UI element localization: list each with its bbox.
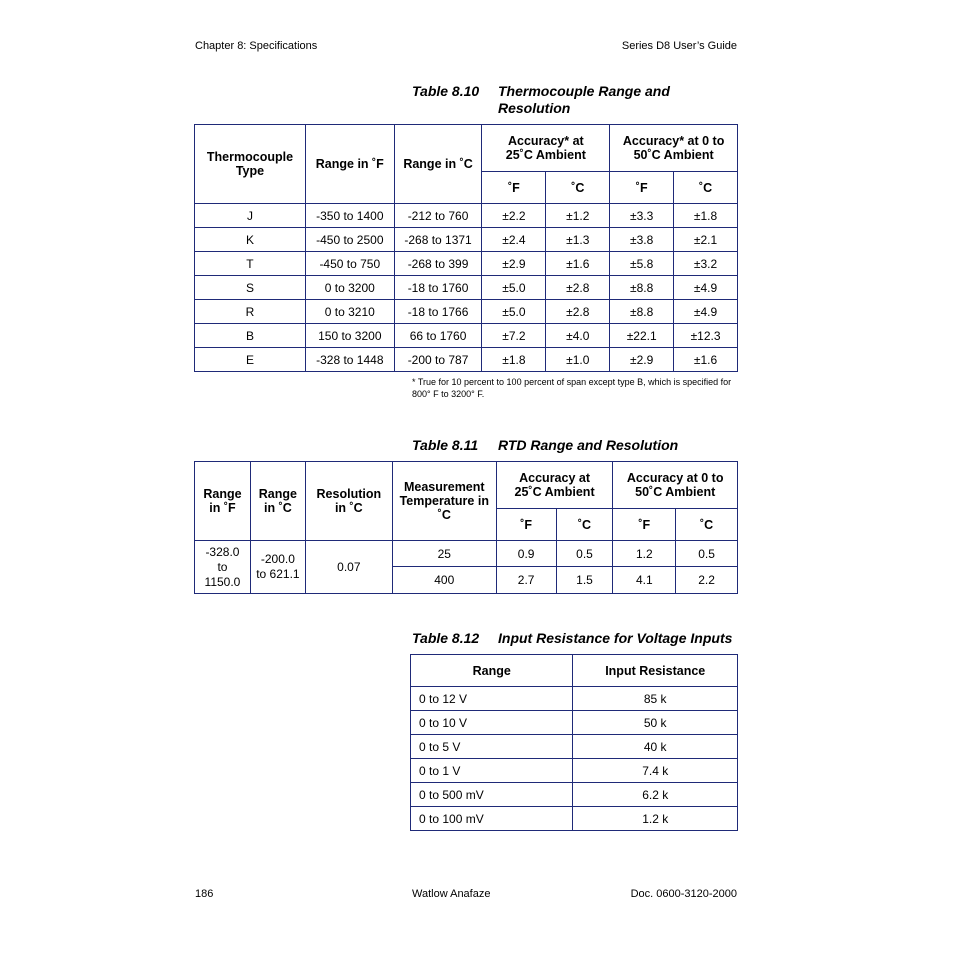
col-header-f: ˚F bbox=[482, 172, 546, 204]
col-header-f: ˚F bbox=[613, 509, 676, 541]
table-row bbox=[411, 711, 738, 735]
table-row bbox=[195, 324, 738, 348]
cell: 0.5 bbox=[556, 541, 613, 567]
cell: 4.1 bbox=[613, 567, 676, 594]
col-header-range: Range bbox=[411, 655, 573, 687]
cell: ±2.8 bbox=[546, 276, 610, 300]
cell: -18 to 1766 bbox=[394, 300, 482, 324]
col-header-range-f: Range in ˚F bbox=[195, 462, 251, 541]
cell: -268 to 399 bbox=[394, 252, 482, 276]
col-header-range-f: Range in ˚F bbox=[305, 125, 394, 204]
table-row bbox=[195, 252, 738, 276]
cell: 66 to 1760 bbox=[394, 324, 482, 348]
col-header-range-c: Range in ˚C bbox=[250, 462, 305, 541]
resistance-cell: 1.2 k bbox=[573, 807, 738, 831]
running-header-chapter: Chapter 8: Specifications bbox=[195, 40, 318, 52]
table-row bbox=[195, 276, 738, 300]
cell: -450 to 2500 bbox=[305, 228, 394, 252]
thermocouple-range-table bbox=[194, 124, 738, 372]
thermocouple-type-cell: J bbox=[195, 204, 306, 228]
cell: ±8.8 bbox=[610, 300, 674, 324]
col-header-f: ˚F bbox=[610, 172, 674, 204]
cell: ±1.8 bbox=[482, 348, 546, 372]
table-row bbox=[195, 204, 738, 228]
cell: ±3.2 bbox=[674, 252, 738, 276]
table-row bbox=[411, 687, 738, 711]
cell: ±4.0 bbox=[546, 324, 610, 348]
cell: 1.5 bbox=[556, 567, 613, 594]
cell: -328 to 1448 bbox=[305, 348, 394, 372]
thermocouple-type-cell: K bbox=[195, 228, 306, 252]
cell: ±5.0 bbox=[482, 300, 546, 324]
col-header-type: Thermocouple Type bbox=[195, 125, 306, 204]
resistance-cell: 50 k bbox=[573, 711, 738, 735]
cell: 0 to 3210 bbox=[305, 300, 394, 324]
cell: ±22.1 bbox=[610, 324, 674, 348]
cell: 2.7 bbox=[496, 567, 556, 594]
col-header-input-resistance: Input Resistance bbox=[573, 655, 738, 687]
col-header-accuracy-0-50c: Accuracy* at 0 to 50˚C Ambient bbox=[610, 125, 738, 172]
table-row bbox=[411, 735, 738, 759]
cell: 400 bbox=[392, 567, 496, 594]
table-row bbox=[195, 300, 738, 324]
range-cell: 0 to 10 V bbox=[411, 711, 573, 735]
col-header-accuracy-25c: Accuracy* at 25˚C Ambient bbox=[482, 125, 610, 172]
table-row bbox=[411, 783, 738, 807]
cell: 0.5 bbox=[676, 541, 738, 567]
cell: ±1.3 bbox=[546, 228, 610, 252]
cell: ±2.4 bbox=[482, 228, 546, 252]
cell: ±1.6 bbox=[546, 252, 610, 276]
rtd-range-c: -200.0 to 621.1 bbox=[250, 541, 305, 594]
cell: -268 to 1371 bbox=[394, 228, 482, 252]
table-row bbox=[195, 228, 738, 252]
cell: ±1.0 bbox=[546, 348, 610, 372]
resistance-cell: 85 k bbox=[573, 687, 738, 711]
cell: ±2.2 bbox=[482, 204, 546, 228]
cell: ±2.9 bbox=[610, 348, 674, 372]
range-cell: 0 to 12 V bbox=[411, 687, 573, 711]
table-8-11-caption bbox=[412, 437, 678, 454]
table-row bbox=[411, 807, 738, 831]
input-resistance-table bbox=[410, 654, 738, 831]
cell: 0 to 3200 bbox=[305, 276, 394, 300]
col-header-c: ˚C bbox=[556, 509, 613, 541]
page-number: 186 bbox=[195, 888, 214, 900]
cell: ±1.2 bbox=[546, 204, 610, 228]
cell: ±2.1 bbox=[674, 228, 738, 252]
cell: 2.2 bbox=[676, 567, 738, 594]
rtd-range-f: -328.0 to 1150.0 bbox=[195, 541, 251, 594]
cell: -450 to 750 bbox=[305, 252, 394, 276]
cell: ±2.9 bbox=[482, 252, 546, 276]
table-title: Input Resistance for Voltage Inputs bbox=[498, 630, 733, 646]
thermocouple-type-cell: B bbox=[195, 324, 306, 348]
table-number: Table 8.11 bbox=[412, 437, 479, 453]
cell: ±1.6 bbox=[674, 348, 738, 372]
cell: ±3.8 bbox=[610, 228, 674, 252]
cell: -212 to 760 bbox=[394, 204, 482, 228]
thermocouple-type-cell: E bbox=[195, 348, 306, 372]
table-footnote: * True for 10 percent to 100 percent of span except type B, which is specified for 800° F to 3200° F. bbox=[412, 377, 732, 399]
table-8-10-caption bbox=[412, 83, 688, 117]
rtd-range-table bbox=[194, 461, 738, 594]
thermocouple-type-cell: S bbox=[195, 276, 306, 300]
col-header-measurement-temp: Measurement Temperature in ˚C bbox=[392, 462, 496, 541]
cell: ±4.9 bbox=[674, 276, 738, 300]
resistance-cell: 40 k bbox=[573, 735, 738, 759]
table-8-12-caption bbox=[412, 630, 732, 647]
range-cell: 0 to 5 V bbox=[411, 735, 573, 759]
table-title: Thermocouple Range and Resolution bbox=[498, 83, 670, 116]
cell: 1.2 bbox=[613, 541, 676, 567]
cell: ±3.3 bbox=[610, 204, 674, 228]
cell: ±8.8 bbox=[610, 276, 674, 300]
cell: ±12.3 bbox=[674, 324, 738, 348]
col-header-f: ˚F bbox=[496, 509, 556, 541]
resistance-cell: 7.4 k bbox=[573, 759, 738, 783]
footer-doc-number: Doc. 0600-3120-2000 bbox=[630, 888, 737, 900]
cell: ±5.0 bbox=[482, 276, 546, 300]
resistance-cell: 6.2 k bbox=[573, 783, 738, 807]
running-header-guide: Series D8 User’s Guide bbox=[621, 40, 737, 52]
table-title: RTD Range and Resolution bbox=[498, 437, 679, 453]
table-row bbox=[195, 348, 738, 372]
col-header-accuracy-25c: Accuracy at 25˚C Ambient bbox=[496, 462, 613, 509]
cell: ±7.2 bbox=[482, 324, 546, 348]
range-cell: 0 to 500 mV bbox=[411, 783, 573, 807]
col-header-c: ˚C bbox=[674, 172, 738, 204]
cell: 25 bbox=[392, 541, 496, 567]
col-header-range-c: Range in ˚C bbox=[394, 125, 482, 204]
thermocouple-type-cell: R bbox=[195, 300, 306, 324]
table-number: Table 8.10 bbox=[412, 83, 480, 99]
cell: ±2.8 bbox=[546, 300, 610, 324]
footer-company: Watlow Anafaze bbox=[412, 888, 491, 900]
range-cell: 0 to 1 V bbox=[411, 759, 573, 783]
table-number: Table 8.12 bbox=[412, 630, 480, 646]
cell: -200 to 787 bbox=[394, 348, 482, 372]
cell: ±4.9 bbox=[674, 300, 738, 324]
col-header-resolution: Resolution in ˚C bbox=[305, 462, 392, 541]
col-header-accuracy-0-50c: Accuracy at 0 to 50˚C Ambient bbox=[613, 462, 738, 509]
cell: 150 to 3200 bbox=[305, 324, 394, 348]
rtd-resolution: 0.07 bbox=[305, 541, 392, 594]
col-header-c: ˚C bbox=[546, 172, 610, 204]
col-header-c: ˚C bbox=[676, 509, 738, 541]
table-row bbox=[411, 759, 738, 783]
thermocouple-type-cell: T bbox=[195, 252, 306, 276]
cell: 0.9 bbox=[496, 541, 556, 567]
cell: -350 to 1400 bbox=[305, 204, 394, 228]
cell: ±1.8 bbox=[674, 204, 738, 228]
range-cell: 0 to 100 mV bbox=[411, 807, 573, 831]
cell: ±5.8 bbox=[610, 252, 674, 276]
cell: -18 to 1760 bbox=[394, 276, 482, 300]
